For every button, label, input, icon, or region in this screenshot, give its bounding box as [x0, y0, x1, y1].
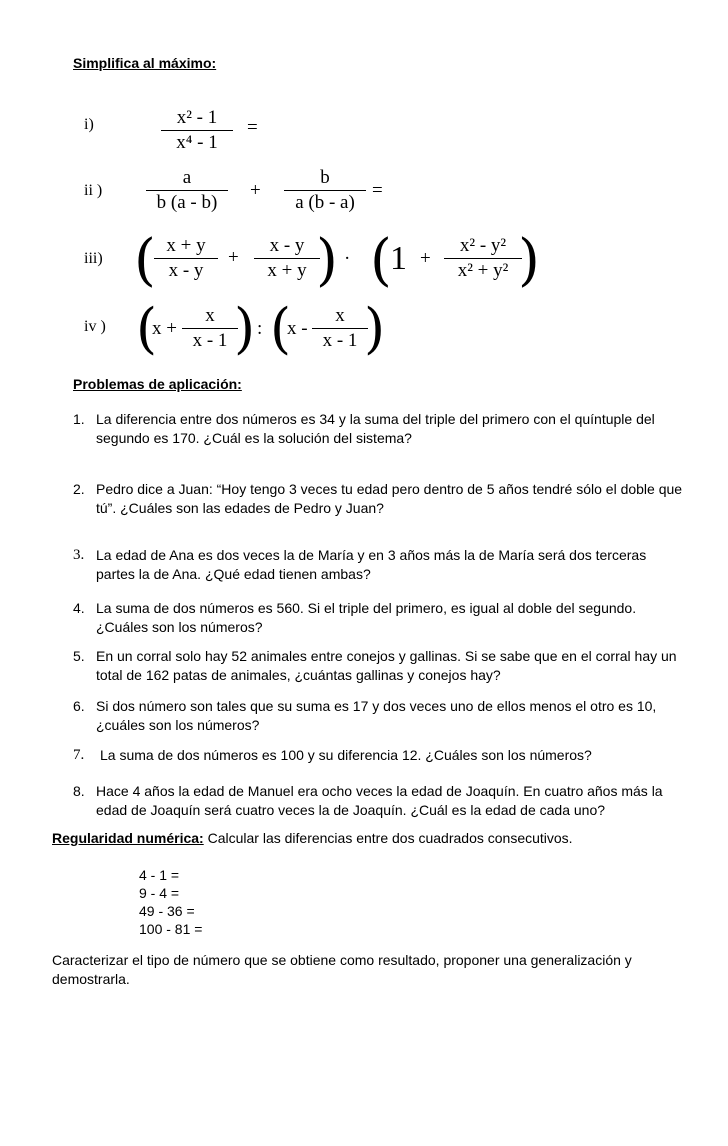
fraction [312, 306, 368, 351]
item-number: 4. [73, 600, 85, 616]
item-text: La diferencia entre dos números es 34 y la suma del triple del primero con el quíntuple del segundo es 170. ¿Cuál es la solución del sistema? [96, 411, 655, 446]
fraction [182, 306, 238, 351]
numerator: x - y [269, 235, 305, 256]
item-text: En un corral solo hay 52 animales entre conejos y gallinas. Si se sabe que en el corral hay un total de 162 patas de animales, ¿cuántas gallinas y conejos hay? [96, 648, 677, 683]
fraction-bar [312, 328, 368, 329]
denominator: x² + y² [457, 260, 509, 281]
exercise-label: iii) [84, 250, 103, 267]
regularity-title: Regularidad numérica: [52, 830, 204, 846]
item-text: La suma de dos números es 560. Si el triple del primero, es igual al doble del segundo. ¿Cuáles son los números? [96, 600, 637, 635]
regularity-text: Calcular las diferencias entre dos cuadrados consecutivos. [207, 830, 573, 846]
numerator: x² - 1 [176, 107, 218, 128]
right-paren: ) [316, 228, 338, 293]
item-number: 6. [73, 698, 85, 714]
plus-sign: + [250, 180, 261, 201]
list-item [73, 546, 683, 583]
item-number: 3. [73, 547, 85, 563]
colon-operator: : [257, 318, 263, 339]
item-number: 1. [73, 411, 85, 427]
denominator: x - 1 [192, 330, 228, 351]
expression-list [139, 866, 202, 938]
numerator: x [205, 305, 215, 326]
expression: 100 - 81 = [139, 921, 203, 937]
plus-sign: + [420, 248, 431, 269]
exercise-label: ii ) [84, 182, 103, 199]
item-text: La edad de Ana es dos veces la de María y en 3 años más la de María será dos terceras partes la de Ana. ¿Qué edad tienen ambas? [96, 547, 647, 582]
left-paren: ( [134, 228, 156, 293]
fraction-bar [154, 258, 218, 259]
item-number: 2. [73, 481, 85, 497]
expression: 49 - 36 = [139, 903, 195, 919]
fraction [444, 236, 522, 281]
right-paren: ) [234, 297, 256, 360]
page-title: Simplifica al máximo: [73, 55, 217, 71]
left-paren: ( [370, 228, 392, 293]
item-number: 7. [73, 747, 85, 763]
denominator: x + y [267, 260, 307, 281]
item-text: La suma de dos números es 100 y su diferencia 12. ¿Cuáles son los números? [100, 747, 592, 763]
fraction-bar [161, 130, 233, 131]
denominator: b (a - b) [156, 192, 218, 213]
denominator: a (b - a) [295, 192, 355, 213]
fraction [254, 236, 320, 281]
numerator: b [320, 167, 330, 188]
denominator: x - y [168, 260, 204, 281]
dot-operator: · [344, 248, 351, 269]
item-text: Si dos número son tales que su suma es 17 y dos veces uno de ellos menos el otro es 10, ¿cuáles son los números? [96, 698, 657, 733]
right-paren: ) [518, 228, 540, 293]
numerator: x + y [166, 235, 206, 256]
fraction-bar [182, 328, 238, 329]
list-item [73, 599, 683, 636]
item-text: Pedro dice a Juan: “Hoy tengo 3 veces tu edad pero dentro de 5 años tendré sólo el doble que tú”. ¿Cuáles son las edades de Pedro y Juan? [96, 481, 683, 516]
numerator: a [182, 167, 192, 188]
one: 1 [390, 240, 407, 277]
section-title: Problemas de aplicación: [73, 376, 242, 392]
left-paren: ( [270, 297, 292, 360]
list-item [73, 647, 683, 684]
list-item [73, 746, 683, 765]
left-paren: ( [136, 297, 158, 360]
item-number: 8. [73, 783, 85, 799]
list-item [73, 480, 683, 517]
right-paren: ) [364, 297, 386, 360]
term: x + [152, 318, 177, 339]
exercise-label: i) [84, 116, 94, 133]
closing-paragraph: Caracterizar el tipo de número que se obtiene como resultado, proponer una generalización y demostrarla. [52, 952, 632, 987]
denominator: x⁴ - 1 [176, 132, 218, 153]
fraction-bar [284, 190, 366, 191]
fraction-bar [444, 258, 522, 259]
denominator: x - 1 [322, 330, 358, 351]
fraction [161, 108, 233, 153]
list-item [73, 782, 683, 819]
fraction [284, 168, 366, 213]
fraction [146, 168, 228, 213]
plus-sign: + [228, 247, 239, 268]
numerator: x² - y² [459, 235, 507, 256]
fraction-bar [146, 190, 228, 191]
fraction [154, 236, 218, 281]
equals-sign: = [372, 180, 383, 201]
expression: 4 - 1 = [139, 867, 180, 883]
numerator: x [335, 305, 345, 326]
list-item [73, 697, 683, 734]
equals-sign: = [247, 117, 258, 138]
item-text: Hace 4 años la edad de Manuel era ocho veces la edad de Joaquín. En cuatro años más la edad de Joaquín será cuatro veces la de Joaquín. ¿Cuál es la edad de cada uno? [96, 783, 663, 818]
list-item [73, 410, 683, 447]
term: x - [287, 318, 308, 339]
fraction-bar [254, 258, 320, 259]
exercise-label: iv ) [84, 318, 106, 335]
item-number: 5. [73, 648, 85, 664]
expression: 9 - 4 = [139, 885, 180, 901]
regularity-paragraph [52, 830, 702, 846]
